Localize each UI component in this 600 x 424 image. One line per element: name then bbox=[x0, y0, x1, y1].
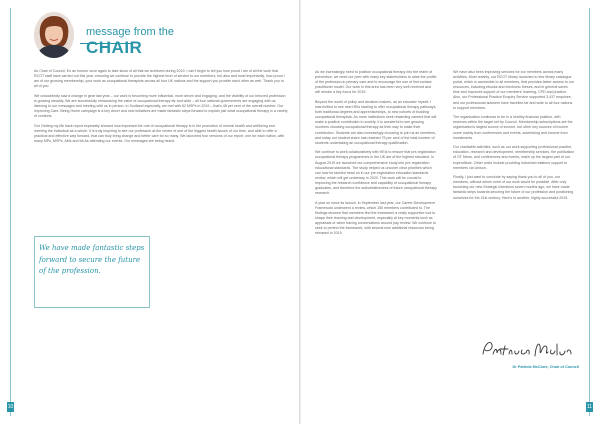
signature bbox=[479, 336, 575, 362]
heading-chair: CHAIR bbox=[86, 38, 143, 57]
page-number-right: 11 bbox=[586, 404, 593, 410]
paragraph: We continue to work collaboratively with HEIs to ensure that pre-registration occupational therapy programmes in the UK are of the highest standard. In August 2019 we launched our comprehensive study into pre-registration educational standards. The study helped us uncover clear priorities which can now be tackled head on in our pre-registration education standards review, which will get underway in 2020. This work will be crucial to improving the research confidence and capability of occupational therapy graduates, and therefore the authoritativeness of future occupational therapy research. bbox=[315, 150, 437, 196]
heading-small: message from the bbox=[86, 26, 175, 38]
signatory-name: Dr Patricia McClure, Chair of Council bbox=[512, 365, 579, 369]
paragraph: The organisation continues to be in a healthy financial position, with reserves within the target set by Council. Membership subscriptions are the organisation's largest source of income, but other key sources of income come mainly from conferences and events, advertising and income from investments. bbox=[453, 115, 573, 140]
chair-portrait bbox=[34, 12, 74, 58]
paragraph: Beyond the world of policy and decision-makers, as an educator myself, I was thrilled to see new HEIs starting to offer occupational therapy pathways, both traditional degrees and apprenticeships, to new cohorts of budding occupational therapists. As more institutions seek rewarding careers that will make a positive contribution to society, it is wonderful to see growing numbers choosing occupational therapy as their way to make their contribution. Students are also increasingly choosing to join us as members, and today our student share has reached 75 per cent of the total number of students undertaking an occupational therapy qualification. bbox=[315, 99, 437, 145]
paragraph: Our charitable activities, such as our work supporting professional practice, education, research and development, membership services, the publication of OT News, and conferences and events, make up the largest part of our expenditure. Other costs include providing industrial relations support to members via Unison. bbox=[453, 145, 575, 170]
pull-quote-box bbox=[34, 236, 150, 308]
left-body-text bbox=[34, 69, 288, 149]
paragraph: As we increasingly need to position occupational therapy into the realm of prevention, we need our peer with many key stakeholders to raise the profile of the profession in primary care and to encourage the use of first contact practitioner model. Our work in this area has been very well received and will remain a key focus for 2019. bbox=[315, 70, 437, 95]
pull-quote: We have made fantastic steps forward to secure the future of the profession. bbox=[39, 244, 145, 275]
right-page bbox=[301, 0, 600, 424]
left-page bbox=[0, 0, 299, 424]
chair-portrait-illustration bbox=[34, 12, 74, 58]
left-page-edge-rule bbox=[10, 8, 11, 416]
right-column-2 bbox=[453, 70, 575, 205]
paragraph: We have also been improving services for our members across many activities. Most notably, our RCOT library launched a new library catalogue portal, which is accessible to all members, that provides faster access to our resources, including ebooks and electronic theses, and in general saves time and improves support of our members' learning, CPD and practice. Also, our Professional Practice Enquiry Service supported 3,437 enquiries, and our professional advisers have travelled far and wide to all four nations to support members. bbox=[453, 70, 575, 110]
paragraph: As Chair of Council, it's an honour once again to take stock of all that we achieved during 2019. I can't begin to tell you how proud I am of all the work that RCOT staff have carried out this year, ensuring we continue to provide the highest level of service to our members, but also and most importantly, how proud I am of our growing membership, your work as occupational therapists across all four UK nations and the support you provide each other as well. Thank you to all of you. bbox=[34, 69, 285, 89]
paragraph: Our Getting my life back report especially showed how important the role of occupational therapy is in the promotion of mental health and wellbeing and meeting the individual as a whole. It is truly inspiring to see our profession at the centre of one of the biggest health issues of our time, and able to offer a practical and effective way forward, that can truly bring change and better care for so many. We launched four versions of our report, one for each nation, with many MPs, MSPs, AMs and MLAs attending our events. Our messages are being heard. bbox=[34, 123, 285, 144]
page-number-left: 10 bbox=[7, 404, 14, 410]
right-page-edge-rule bbox=[589, 8, 590, 416]
paragraph: A year on since its launch, in September last year, our Career Development Framework underwent a review, which 150 members contributed to. The findings showed that members find the framework a really supportive tool to shape their learning and development, especially at key moments such as appraisals or when having conversations around pay review. We continue to seek to perfect the framework, with several new additional resources being released in 2019. bbox=[315, 200, 436, 236]
paragraph: We undoubtedly saw a change in gear last year – our work is becoming more influential, more driven and engaging, and the visibility of our beloved profession is growing steadily. We are successfully showcasing the value of occupational therapy far and wide – all four national governments are engaging with us, listening to our messages and meeting with us in person. In Scotland especially, we met with 62 MSPs in 2019 – that's 48 per cent of the overall number. Our improving Care, Being Home campaign is a key driver and new initiatives are made fantastic steps forward to explain just what occupational therapy in a variety of contexts. bbox=[34, 93, 288, 119]
right-column-1 bbox=[315, 70, 437, 241]
paragraph: Finally, I just want to conclude by saying thank you to all of you, our members, without whom none of our work would be possible. After only launching our new Strategic Intentions seven months ago, we have made fantastic steps towards securing the future of our profession and positioning ourselves for the 21st century. Here's to another, highly successful 2019. bbox=[453, 175, 574, 200]
